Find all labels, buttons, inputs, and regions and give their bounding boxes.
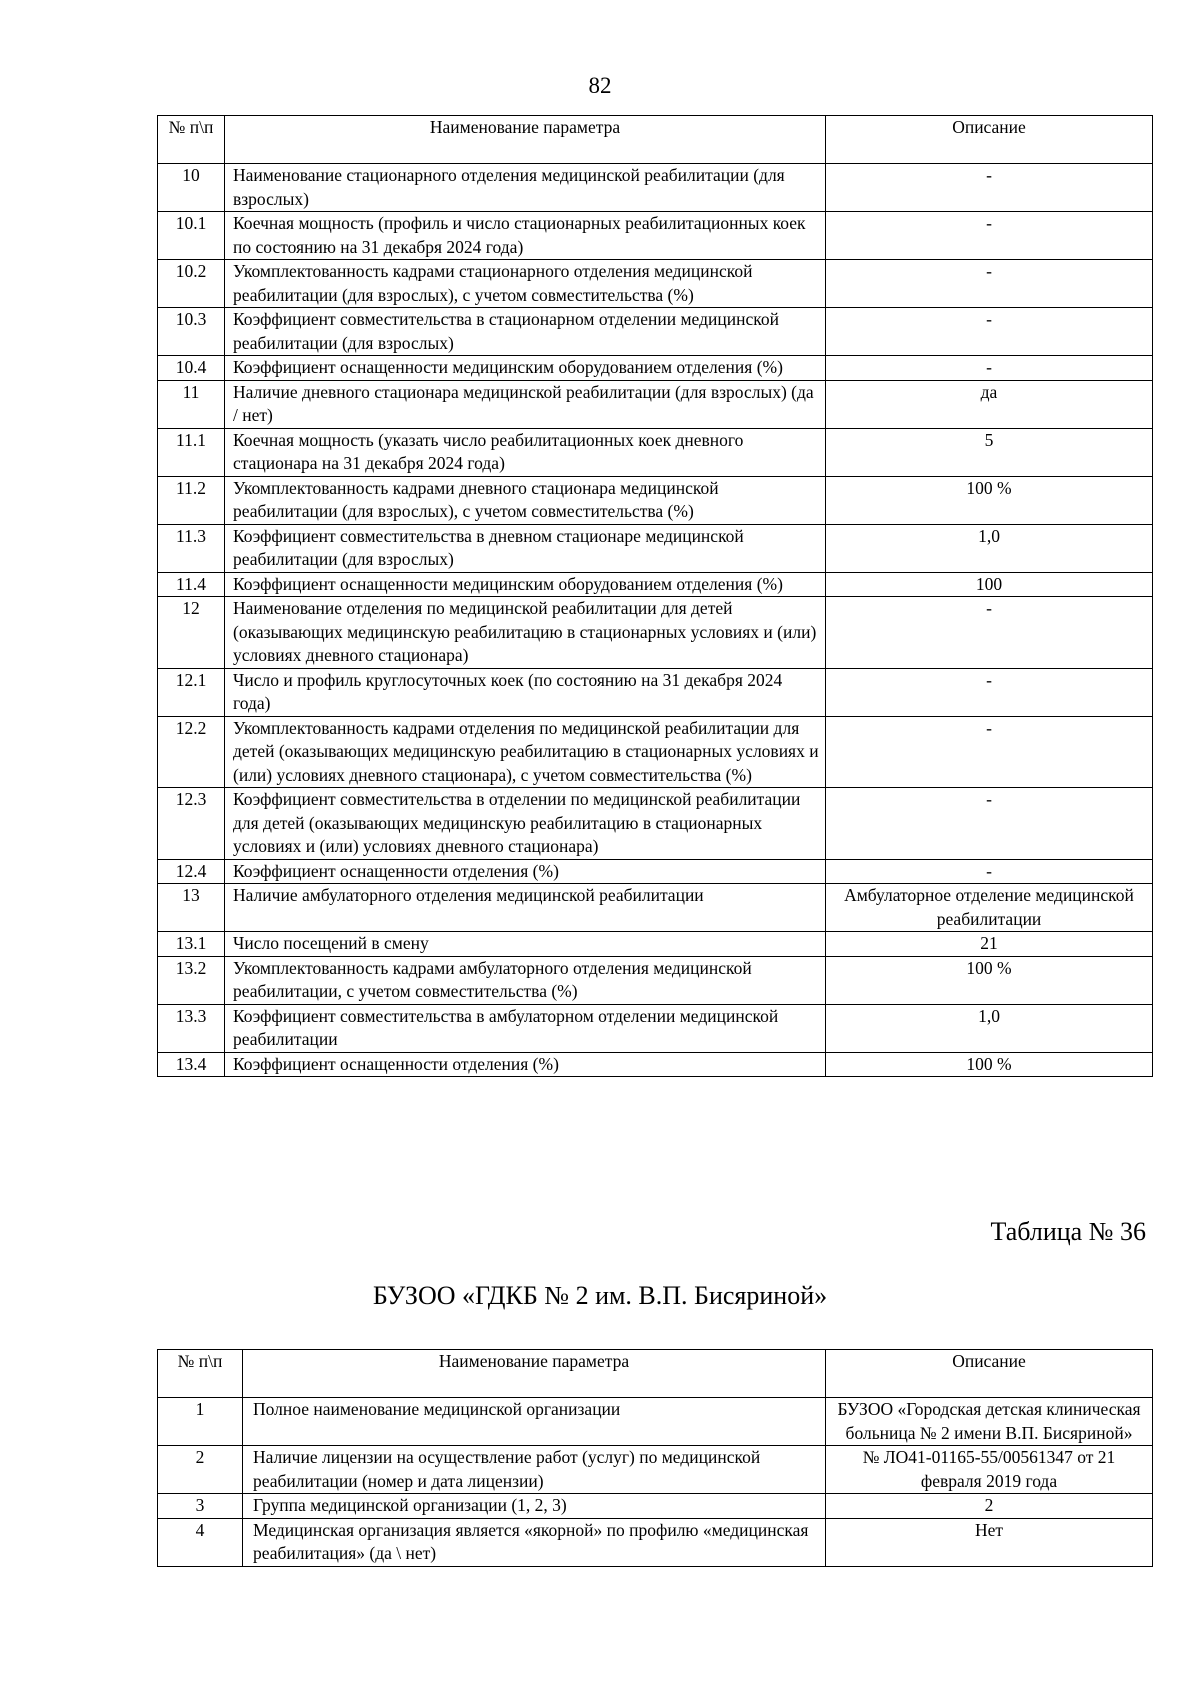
row-number: 11.1 bbox=[158, 428, 225, 476]
table-row bbox=[158, 572, 1153, 597]
table-header-row bbox=[158, 116, 1153, 164]
row-description: 21 bbox=[826, 932, 1153, 957]
row-parameter: Медицинская организация является «якорной» по профилю «медицинская реабилитация» (да \ нет) bbox=[243, 1518, 826, 1566]
row-description: № ЛО41-01165-55/00561347 от 21 февраля 2019 года bbox=[826, 1446, 1153, 1494]
row-parameter: Число и профиль круглосуточных коек (по состоянию на 31 декабря 2024 года) bbox=[225, 668, 826, 716]
row-parameter: Наименование отделения по медицинской реабилитации для детей (оказывающих медицинскую реабилитацию в стационарных условиях и (или) условиях дневного стационара) bbox=[225, 597, 826, 669]
row-description: 5 bbox=[826, 428, 1153, 476]
row-number: 10 bbox=[158, 164, 225, 212]
table-header-row bbox=[158, 1350, 1153, 1398]
row-number: 13.4 bbox=[158, 1052, 225, 1077]
row-description: 100 % bbox=[826, 956, 1153, 1004]
row-number: 12.3 bbox=[158, 788, 225, 860]
row-description: - bbox=[826, 668, 1153, 716]
table-row bbox=[158, 1004, 1153, 1052]
row-number: 12.1 bbox=[158, 668, 225, 716]
row-description: 1,0 bbox=[826, 524, 1153, 572]
header-desc: Описание bbox=[826, 1350, 1153, 1398]
page-number: 82 bbox=[588, 73, 612, 98]
table-row bbox=[158, 1518, 1153, 1566]
table-row bbox=[158, 308, 1153, 356]
row-number: 3 bbox=[158, 1494, 243, 1519]
header-num: № п\п bbox=[158, 1350, 243, 1398]
row-description: 1,0 bbox=[826, 1004, 1153, 1052]
row-number: 10.4 bbox=[158, 356, 225, 381]
row-number: 10.2 bbox=[158, 260, 225, 308]
row-description: - bbox=[826, 260, 1153, 308]
organization-title: БУЗОО «ГДКБ № 2 им. В.П. Бисяриной» bbox=[372, 1281, 828, 1310]
table-row bbox=[158, 859, 1153, 884]
parameters-table-continued bbox=[157, 115, 1153, 1077]
table-row bbox=[158, 1494, 1153, 1519]
row-description: - bbox=[826, 716, 1153, 788]
row-description: - bbox=[826, 859, 1153, 884]
row-parameter: Наличие лицензии на осуществление работ (услуг) по медицинской реабилитации (номер и дата лицензии) bbox=[243, 1446, 826, 1494]
table-row bbox=[158, 356, 1153, 381]
table-row bbox=[158, 428, 1153, 476]
row-number: 2 bbox=[158, 1446, 243, 1494]
row-parameter: Коэффициент совместительства в амбулаторном отделении медицинской реабилитации bbox=[225, 1004, 826, 1052]
row-parameter: Полное наименование медицинской организации bbox=[243, 1398, 826, 1446]
row-description: 2 bbox=[826, 1494, 1153, 1519]
row-number: 13.1 bbox=[158, 932, 225, 957]
table-row bbox=[158, 932, 1153, 957]
table-row bbox=[158, 524, 1153, 572]
header-param: Наименование параметра bbox=[243, 1350, 826, 1398]
row-parameter: Коэффициент оснащенности отделения (%) bbox=[225, 859, 826, 884]
table-row bbox=[158, 668, 1153, 716]
row-description: - bbox=[826, 597, 1153, 669]
header-num: № п\п bbox=[158, 116, 225, 164]
row-number: 11.4 bbox=[158, 572, 225, 597]
row-parameter: Укомплектованность кадрами стационарного отделения медицинской реабилитации (для взрослых), с учетом совместительства (%) bbox=[225, 260, 826, 308]
row-description: Амбулаторное отделение медицинской реабилитации bbox=[826, 884, 1153, 932]
row-description: - bbox=[826, 356, 1153, 381]
table-row bbox=[158, 716, 1153, 788]
header-desc: Описание bbox=[826, 116, 1153, 164]
row-parameter: Укомплектованность кадрами дневного стационара медицинской реабилитации (для взрослых), с учетом совместительства (%) bbox=[225, 476, 826, 524]
row-parameter: Укомплектованность кадрами отделения по медицинской реабилитации для детей (оказывающих медицинскую реабилитацию в стационарных условиях и (или) условиях дневного стационара), с учетом совместительства (%) bbox=[225, 716, 826, 788]
table-row bbox=[158, 476, 1153, 524]
row-number: 13.2 bbox=[158, 956, 225, 1004]
row-parameter: Коэффициент оснащенности медицинским оборудованием отделения (%) bbox=[225, 572, 826, 597]
row-number: 11 bbox=[158, 380, 225, 428]
row-number: 12 bbox=[158, 597, 225, 669]
row-parameter: Группа медицинской организации (1, 2, 3) bbox=[243, 1494, 826, 1519]
row-description: - bbox=[826, 164, 1153, 212]
row-description: - bbox=[826, 308, 1153, 356]
table-row bbox=[158, 1052, 1153, 1077]
row-number: 1 bbox=[158, 1398, 243, 1446]
row-number: 11.3 bbox=[158, 524, 225, 572]
row-parameter: Наименование стационарного отделения медицинской реабилитации (для взрослых) bbox=[225, 164, 826, 212]
table-row bbox=[158, 1398, 1153, 1446]
table-row bbox=[158, 884, 1153, 932]
row-parameter: Укомплектованность кадрами амбулаторного отделения медицинской реабилитации, с учетом совместительства (%) bbox=[225, 956, 826, 1004]
row-parameter: Коечная мощность (указать число реабилитационных коек дневного стационара на 31 декабря 2024 года) bbox=[225, 428, 826, 476]
row-description: - bbox=[826, 212, 1153, 260]
table-row bbox=[158, 956, 1153, 1004]
row-number: 13.3 bbox=[158, 1004, 225, 1052]
table-label: Таблица № 36 bbox=[990, 1217, 1146, 1246]
row-parameter: Наличие амбулаторного отделения медицинской реабилитации bbox=[225, 884, 826, 932]
table-row bbox=[158, 788, 1153, 860]
table-row bbox=[158, 212, 1153, 260]
row-number: 11.2 bbox=[158, 476, 225, 524]
row-number: 12.4 bbox=[158, 859, 225, 884]
row-parameter: Коечная мощность (профиль и число стационарных реабилитационных коек по состоянию на 31 декабря 2024 года) bbox=[225, 212, 826, 260]
row-description: 100 % bbox=[826, 476, 1153, 524]
row-number: 13 bbox=[158, 884, 225, 932]
row-number: 4 bbox=[158, 1518, 243, 1566]
row-parameter: Коэффициент совместительства в стационарном отделении медицинской реабилитации (для взрослых) bbox=[225, 308, 826, 356]
row-number: 10.1 bbox=[158, 212, 225, 260]
row-parameter: Число посещений в смену bbox=[225, 932, 826, 957]
table-row bbox=[158, 597, 1153, 669]
row-number: 12.2 bbox=[158, 716, 225, 788]
table-row bbox=[158, 380, 1153, 428]
row-parameter: Коэффициент оснащенности отделения (%) bbox=[225, 1052, 826, 1077]
row-number: 10.3 bbox=[158, 308, 225, 356]
row-description: БУЗОО «Городская детская клиническая больница № 2 имени В.П. Бисяриной» bbox=[826, 1398, 1153, 1446]
row-parameter: Наличие дневного стационара медицинской реабилитации (для взрослых) (да / нет) bbox=[225, 380, 826, 428]
header-param: Наименование параметра bbox=[225, 116, 826, 164]
table-row bbox=[158, 1446, 1153, 1494]
row-description: 100 % bbox=[826, 1052, 1153, 1077]
row-parameter: Коэффициент совместительства в дневном стационаре медицинской реабилитации (для взрослых) bbox=[225, 524, 826, 572]
table-row bbox=[158, 164, 1153, 212]
table-row bbox=[158, 260, 1153, 308]
row-description: 100 bbox=[826, 572, 1153, 597]
row-description: Нет bbox=[826, 1518, 1153, 1566]
row-description: да bbox=[826, 380, 1153, 428]
row-parameter: Коэффициент совместительства в отделении по медицинской реабилитации для детей (оказывающих медицинскую реабилитацию в стационарных условиях и (или) условиях дневного стационара) bbox=[225, 788, 826, 860]
row-description: - bbox=[826, 788, 1153, 860]
row-parameter: Коэффициент оснащенности медицинским оборудованием отделения (%) bbox=[225, 356, 826, 381]
organization-parameters-table bbox=[157, 1349, 1153, 1567]
